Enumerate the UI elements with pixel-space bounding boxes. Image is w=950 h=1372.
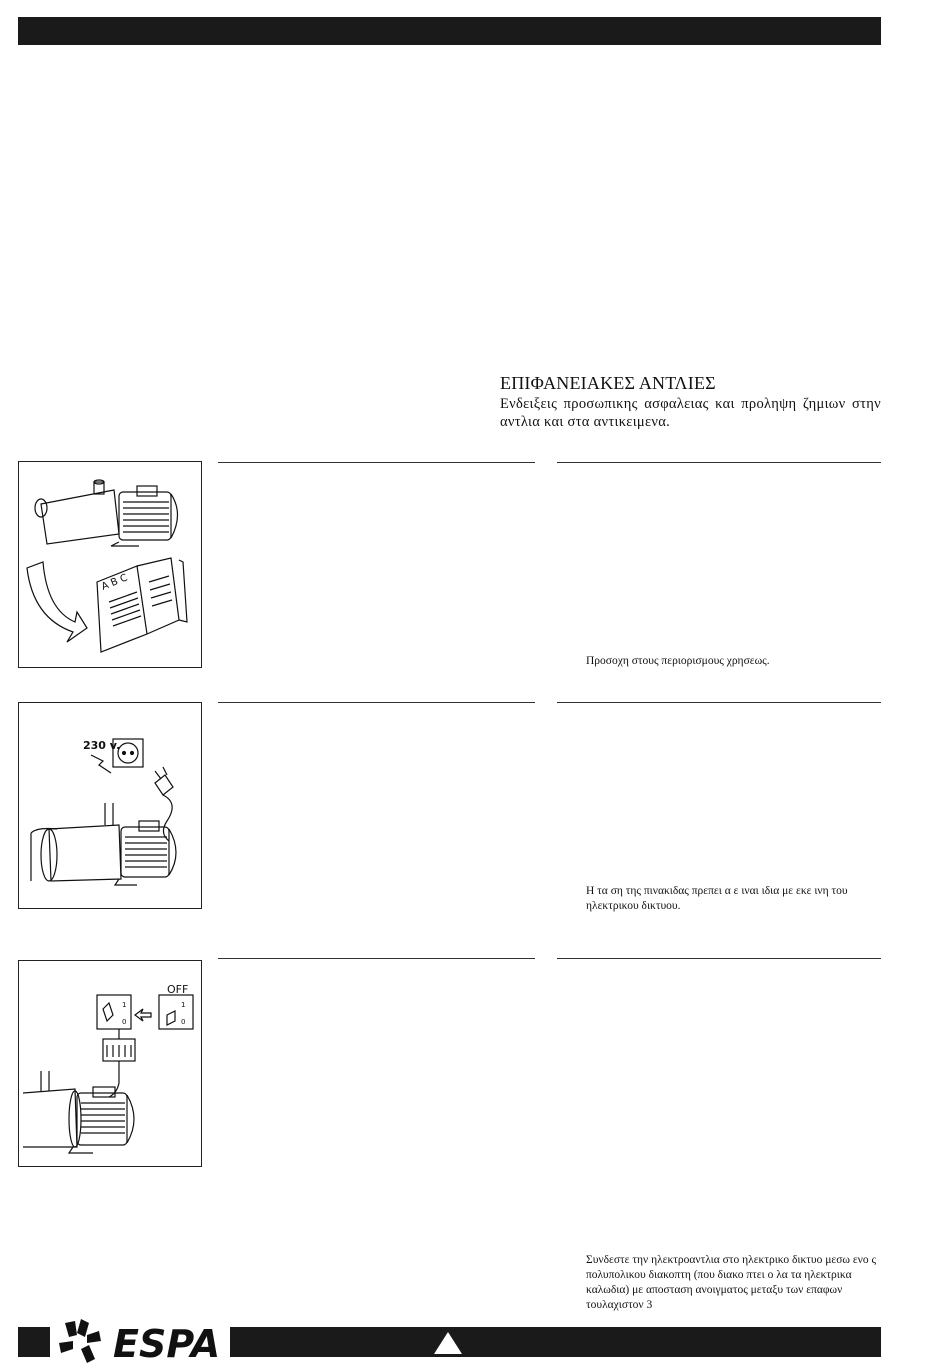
- svg-text:0: 0: [122, 1018, 127, 1026]
- switch-off-illustration: [19, 961, 201, 1166]
- top-header-bar: [18, 17, 881, 45]
- section-divider-right: [557, 462, 881, 463]
- svg-text:0: 0: [181, 1018, 186, 1026]
- page-subtitle: Ενδειξεις προσωπικης ασφαλειας και προληψη ζημιων στην αντλια και στα αντικειμενα.: [500, 396, 881, 430]
- voltage-note: Η τα ση της πινακιδας πρεπει α ε ιναι ιδια με εκε ινη του ηλεκτρικου δικτυου.: [586, 885, 848, 912]
- svg-text:230 v.: 230 v.: [83, 739, 121, 752]
- svg-text:1: 1: [122, 1001, 127, 1009]
- page-title: ΕΠΙΦΑΝΕΙΑΚΕΣ ΑΝΤΛΙΕΣ: [500, 373, 716, 393]
- espa-logo: [55, 1315, 225, 1367]
- brand-name: ESPA: [113, 1322, 221, 1366]
- figure-voltage-check: [18, 702, 202, 909]
- section-header: [500, 373, 881, 431]
- section-divider-right: [557, 702, 881, 703]
- section-divider-left: [218, 702, 535, 703]
- warning-triangle-icon: [432, 1330, 464, 1356]
- socket-and-plug-illustration: [19, 703, 201, 908]
- section-divider-left: [218, 958, 535, 959]
- section-divider-left: [218, 462, 535, 463]
- usage-limits-note: Προσοχη στους περιορισμους χρησεως.: [586, 655, 770, 667]
- figure-multipole-switch: [18, 960, 202, 1167]
- espa-logo-icon: [59, 1319, 101, 1363]
- section-divider-right: [557, 958, 881, 959]
- pump-and-manual-illustration: [19, 462, 201, 667]
- multipole-switch-note: Συνδεστε την ηλεκτροαντλια στο ηλεκτρικο δικτυο μεσω ενο ς πολυπολικου διακοπτη (που διακο πτει ο λα τα ηλεκτρικα καλωδια) με αποσταση ανοιγματος μεταξυ των επαφων τουλαχιστον 3: [586, 1254, 877, 1311]
- svg-text:1: 1: [181, 1001, 186, 1009]
- footer-bar-left: [18, 1327, 50, 1357]
- figure-read-manual: [18, 461, 202, 668]
- footer-bar-right: [230, 1327, 881, 1357]
- svg-text:OFF: OFF: [167, 983, 189, 996]
- svg-text:A B C: A B C: [100, 572, 130, 593]
